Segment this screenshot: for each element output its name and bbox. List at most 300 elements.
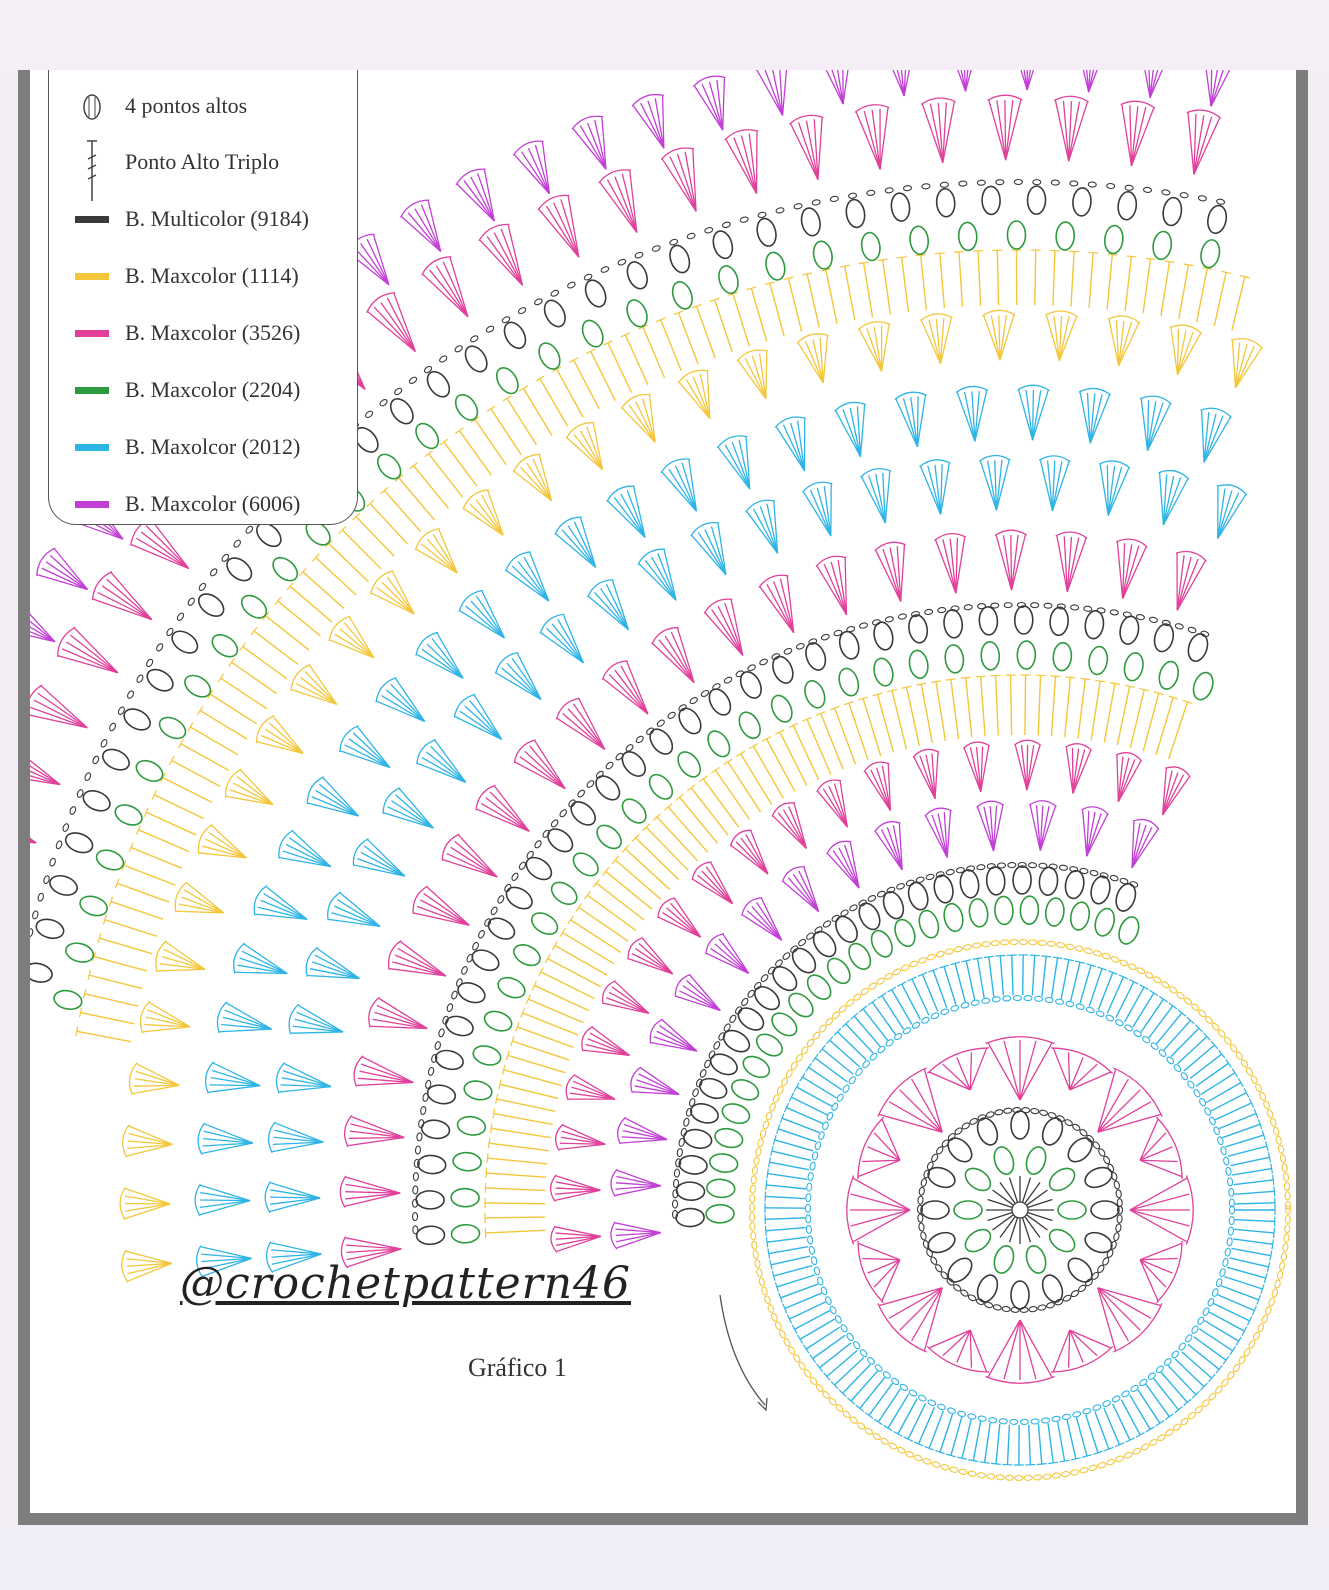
black-popcorn-round-3: [943, 609, 964, 639]
yellow-chain-round: [1061, 1471, 1070, 1477]
blue-stitch-round: [765, 1191, 766, 1201]
black-popcorn-round-3: [1152, 622, 1176, 654]
blue-chain-round: [1086, 1006, 1095, 1013]
pink-fan-round-3: [1011, 535, 1012, 590]
yellow-chain-round: [853, 993, 862, 1002]
black-chain-round: [1054, 1298, 1063, 1306]
pink-fan-round-3: [901, 545, 905, 602]
black-chain-round-4: [1107, 183, 1115, 189]
black-popcorn-round-2: [678, 1154, 708, 1176]
black-popcorn-round-3: [802, 640, 829, 673]
green-popcorn-round-2: [1115, 914, 1142, 947]
blue-stitch-round: [1130, 1395, 1150, 1429]
yellow-chain-round: [1052, 1473, 1061, 1479]
blue-stitch-round: [978, 959, 985, 998]
black-popcorn-round-4: [143, 665, 176, 695]
yellow-stitch-round-2: [770, 283, 784, 336]
pink-fan-round-inner: [1140, 1133, 1166, 1160]
black-chain-round-3: [472, 942, 480, 951]
yellow-stitch-round: [762, 736, 771, 741]
blue-stitch-round: [1168, 1366, 1196, 1395]
yellow-chain-round: [1066, 944, 1075, 950]
black-chain-round: [986, 1111, 995, 1118]
yellow-chain-round: [1229, 1043, 1238, 1052]
yellow-chain-round: [982, 941, 991, 947]
black-popcorn-round-2: [986, 866, 1006, 895]
blue-stitch-round: [819, 1045, 825, 1053]
yellow-stitch-round: [596, 883, 644, 920]
blue-chain-round: [1092, 1404, 1101, 1412]
yellow-chain-round: [954, 946, 963, 953]
blue-stitch-round: [1165, 1414, 1173, 1420]
yellow-fan-round: [187, 883, 224, 913]
blue-fan-round-2: [427, 644, 463, 679]
blue-chain-round: [806, 1215, 811, 1223]
yellow-chain-round: [1223, 1036, 1232, 1045]
blue-fan-round: [885, 471, 890, 523]
black-chain-round-4: [32, 910, 39, 919]
green-popcorn-round-4: [860, 231, 882, 261]
purple-fan-round-2: [820, 70, 843, 104]
pink-fan-round-inner: [874, 1260, 900, 1287]
yellow-stitch-round: [489, 1138, 490, 1148]
yellow-stitch-round: [1038, 675, 1040, 735]
pink-fan-round: [1004, 1320, 1020, 1379]
yellow-chain-round: [770, 1313, 778, 1322]
blue-fan-round-2: [254, 886, 267, 916]
yellow-stitch-round: [966, 678, 972, 738]
black-chain-round-4: [408, 376, 417, 385]
blue-stitch-round: [1199, 1329, 1232, 1351]
yellow-chain-round: [842, 1410, 851, 1419]
yellow-fan-round: [1231, 339, 1263, 349]
black-chain-round-4: [92, 755, 100, 764]
blue-fan-round: [558, 619, 584, 663]
black-chain-round-4: [126, 690, 134, 699]
blue-stitch-round: [1235, 1220, 1275, 1222]
black-chain-round-4: [794, 203, 803, 210]
yellow-stitch-round: [552, 941, 557, 950]
black-chain-round-4: [534, 298, 543, 306]
yellow-chain-round: [1005, 1475, 1013, 1480]
yellow-stitch-round: [606, 871, 652, 909]
black-popcorn-round-4: [461, 342, 491, 375]
black-popcorn-round-3: [1118, 615, 1141, 646]
blue-chain-round: [1225, 1248, 1231, 1257]
purple-fan-round: [679, 991, 720, 1011]
blue-stitch-round: [1209, 1312, 1244, 1331]
yellow-chain-round: [1274, 1280, 1281, 1289]
yellow-fan-round: [422, 544, 457, 573]
color-swatch: [75, 501, 109, 508]
purple-fan-round: [788, 878, 818, 912]
blue-chain-round: [947, 1407, 956, 1414]
center-stitch: [1009, 1218, 1017, 1243]
green-popcorn-round-2: [867, 927, 896, 960]
blue-fan-round-2: [200, 1193, 250, 1201]
blue-chain-round: [978, 1415, 987, 1421]
blue-chain-round: [846, 1332, 855, 1341]
black-chain-round-4: [848, 193, 857, 199]
blue-stitch-round: [933, 970, 947, 1008]
black-popcorn-round: [1011, 1281, 1029, 1309]
blue-chain-round: [813, 1266, 820, 1275]
black-chain-round-2: [734, 1006, 743, 1015]
center-stitch: [1028, 1212, 1053, 1220]
blue-fan-round-2: [1202, 410, 1204, 462]
yellow-fan-round: [574, 434, 603, 469]
blue-chain-round: [1072, 1411, 1081, 1418]
pink-fan-round-2: [1073, 750, 1085, 794]
green-popcorn-round-2: [942, 902, 966, 933]
black-chain-round: [984, 1301, 993, 1308]
blue-fan-round-2: [195, 1184, 200, 1216]
black-chain-round: [919, 1187, 925, 1196]
blue-fan-round: [754, 509, 778, 553]
pink-fan-round-3: [1012, 535, 1026, 590]
blue-fan-round: [804, 492, 831, 536]
yellow-stitch-round-2: [591, 351, 616, 400]
blue-stitch-round: [1146, 1384, 1169, 1416]
blue-stitch-round: [1272, 1239, 1273, 1249]
black-chain-round-2: [1090, 870, 1099, 877]
blue-chain-round: [918, 1394, 927, 1402]
yellow-chain-round: [750, 1194, 755, 1202]
blue-fan-round: [270, 1183, 320, 1198]
blue-stitch-round: [887, 987, 896, 992]
green-popcorn-round-4: [94, 847, 127, 874]
purple-fan-round: [799, 871, 819, 912]
blue-fan-round: [384, 813, 434, 828]
black-chain-round-3: [846, 626, 855, 633]
yellow-stitch-round-2: [1107, 254, 1112, 309]
yellow-stitch-round: [1065, 677, 1075, 678]
blue-stitch-round: [1076, 1417, 1087, 1456]
black-popcorn-round-4: [890, 192, 911, 222]
blue-fan-round-2: [725, 445, 749, 489]
yellow-fan-round: [175, 882, 187, 913]
blue-fan-round: [391, 801, 433, 828]
black-chain-round-3: [477, 930, 485, 939]
black-popcorn-round: [1082, 1229, 1115, 1256]
yellow-fan-round: [867, 328, 882, 371]
black-popcorn-round-2: [788, 944, 820, 977]
yellow-stitch-round: [563, 933, 614, 964]
blue-stitch-round: [884, 1426, 893, 1431]
pink-fan-round-inner: [874, 1133, 900, 1160]
yellow-chain-round: [1157, 1433, 1166, 1441]
blue-fan-round: [1218, 495, 1246, 539]
black-chain-round-2: [840, 909, 849, 917]
purple-fan-round-2: [723, 78, 725, 130]
blue-stitch-round: [777, 1275, 815, 1287]
yellow-fan-round: [1171, 328, 1177, 375]
pink-fan-round-inner: [862, 1160, 900, 1161]
yellow-stitch-round: [741, 754, 772, 805]
black-chain-round-2: [946, 869, 955, 876]
blue-chain-round: [1227, 1237, 1233, 1246]
blue-stitch-round: [1095, 1412, 1109, 1449]
blue-fan-round-2: [1033, 390, 1049, 440]
blue-chain-round: [937, 1403, 946, 1411]
pink-fan-round-inner: [1070, 1064, 1097, 1090]
blue-stitch-round: [798, 1335, 803, 1344]
purple-fan-round-2: [361, 243, 389, 284]
yellow-chain-round: [1235, 1051, 1244, 1060]
blue-stitch-round: [897, 982, 906, 987]
yellow-stitch-round-2: [1146, 258, 1156, 259]
yellow-stitch-round-2: [503, 396, 511, 401]
black-popcorn-round-3: [769, 653, 797, 686]
black-chain-round-4: [69, 806, 77, 815]
pink-fan-round-inner: [858, 1160, 899, 1176]
yellow-stitch-round-2: [940, 253, 945, 308]
blue-stitch-round: [827, 1350, 857, 1376]
black-chain-round-2: [767, 966, 776, 975]
yellow-fan-round: [134, 1085, 180, 1086]
blue-stitch-round: [1125, 987, 1144, 1022]
blue-fan-round: [1218, 491, 1232, 539]
black-chain-round-4: [758, 211, 767, 218]
black-chain-round-4: [1088, 182, 1096, 188]
blue-chain-round: [1133, 1029, 1142, 1038]
pink-fan-round-4: [374, 307, 415, 351]
blue-chain-round: [1228, 1227, 1234, 1235]
yellow-stitch-round: [753, 746, 783, 798]
blue-stitch-round: [1029, 1425, 1031, 1465]
green-popcorn-round-2: [1044, 897, 1065, 927]
pink-fan-round-inner: [862, 1259, 900, 1260]
black-chain-round-3: [964, 604, 972, 610]
yellow-fan-round: [125, 1204, 170, 1219]
pink-fan-round: [1020, 1320, 1036, 1379]
blue-stitch-round: [816, 1364, 822, 1372]
blue-chain-round: [992, 996, 1001, 1002]
yellow-stitch-round: [711, 767, 719, 773]
blue-fan-round: [284, 1064, 331, 1087]
yellow-fan-round: [427, 539, 457, 573]
yellow-stitch-round-2: [1035, 250, 1036, 305]
blue-fan-round-2: [391, 684, 425, 721]
pink-fan-round-3: [392, 962, 446, 976]
black-chain-round-2: [797, 938, 806, 947]
yellow-chain-round: [1245, 1067, 1253, 1076]
blue-fan-round-2: [1148, 403, 1164, 451]
black-chain-round: [1048, 1112, 1057, 1119]
purple-fan-round: [839, 848, 859, 888]
black-popcorn-round-3: [416, 1191, 444, 1209]
purple-fan-round-2: [55, 549, 88, 590]
green-popcorn-round: [991, 1243, 1017, 1275]
yellow-chain-round: [1273, 1127, 1280, 1136]
blue-chain-round: [826, 1111, 834, 1120]
yellow-fan-round: [237, 777, 273, 805]
black-chain-round-4: [922, 183, 930, 189]
blue-stitch-round: [859, 1006, 867, 1012]
blue-fan-round: [470, 701, 502, 740]
green-popcorn-round-4: [579, 317, 607, 350]
blue-chain-round: [840, 1324, 849, 1333]
blue-stitch-round: [1188, 1344, 1219, 1369]
black-chain-round: [1030, 1108, 1039, 1114]
pink-fan-round: [1020, 1041, 1036, 1100]
pink-fan-round-4: [1188, 113, 1194, 175]
pink-fan-round-inner: [970, 1052, 971, 1090]
green-popcorn-round-4: [64, 940, 96, 965]
yellow-stitch-round-2: [661, 320, 682, 371]
yellow-stitch-round: [512, 1041, 569, 1060]
black-popcorn-round-3: [1015, 606, 1033, 634]
blue-stitch-round: [860, 1377, 885, 1408]
black-chain-round: [1106, 1249, 1114, 1258]
green-popcorn-round-4: [492, 364, 522, 397]
blue-stitch-round: [1067, 1420, 1076, 1459]
green-popcorn-round-2: [1068, 901, 1091, 932]
yellow-chain-round: [1097, 1462, 1106, 1469]
green-popcorn-round-3: [548, 878, 581, 909]
yellow-chain-round: [905, 1450, 914, 1458]
yellow-stitch-round: [892, 691, 906, 749]
blue-chain-round: [808, 1172, 814, 1181]
black-chain-round: [1046, 1302, 1055, 1309]
blue-stitch-round: [874, 1419, 882, 1425]
blue-stitch-round: [778, 1129, 816, 1142]
blue-stitch-round: [854, 1016, 880, 1046]
yellow-stitch-round: [491, 1123, 493, 1133]
black-chain-round-4: [43, 875, 50, 884]
pink-fan-round: [988, 1320, 1020, 1377]
blue-chain-round: [1166, 1056, 1175, 1065]
yellow-chain-round: [922, 1458, 931, 1465]
yellow-stitch-round-2: [536, 376, 545, 381]
blue-fan-round: [265, 1182, 270, 1213]
blue-stitch-round: [765, 1196, 805, 1198]
yellow-stitch-round-2: [715, 300, 732, 352]
black-chain-round-4: [84, 772, 92, 781]
direction-arrow: [720, 1295, 765, 1405]
yellow-stitch-round: [668, 807, 707, 852]
pink-fan-round-4: [539, 210, 579, 258]
yellow-stitch-round: [568, 916, 573, 924]
blue-fan-round: [1160, 473, 1164, 525]
pink-fan-round-4: [1005, 100, 1006, 160]
pink-fan-round-inner: [1140, 1259, 1178, 1260]
yellow-stitch-round-2: [1143, 259, 1150, 313]
black-chain-round-3: [783, 647, 792, 655]
black-popcorn-round-2: [905, 880, 931, 912]
yellow-chain-round: [868, 982, 877, 991]
yellow-chain-round: [1271, 1288, 1278, 1297]
blue-chain-round: [852, 1341, 861, 1350]
yellow-chain-round: [1283, 1173, 1289, 1182]
black-chain-round-4: [652, 245, 661, 253]
yellow-stitch-round: [687, 785, 695, 791]
green-popcorn-round-4: [411, 419, 442, 452]
black-chain-round-2: [1028, 863, 1036, 868]
black-chain-round: [920, 1231, 927, 1240]
purple-fan-round: [626, 1118, 667, 1139]
black-popcorn-round-4: [30, 961, 54, 985]
blue-fan-round: [746, 500, 775, 512]
blue-stitch-round: [822, 1049, 853, 1074]
blue-stitch-round: [1271, 1164, 1273, 1174]
yellow-chain-round: [1115, 1455, 1124, 1463]
black-chain-round: [1056, 1115, 1065, 1123]
yellow-chain-round: [783, 1338, 791, 1347]
yellow-chain-round: [749, 1213, 754, 1221]
pink-fan-round-3: [759, 575, 788, 587]
yellow-stitch-round: [487, 1153, 488, 1163]
blue-stitch-round: [1178, 1037, 1207, 1064]
green-popcorn-round-3: [618, 795, 650, 828]
yellow-chain-round: [1282, 1243, 1288, 1252]
yellow-chain-round: [1047, 941, 1056, 947]
pink-fan-round-2: [575, 1075, 615, 1099]
blue-fan-round-2: [234, 943, 245, 973]
green-popcorn-round-3: [462, 1079, 493, 1103]
black-chain-round-3: [518, 861, 527, 870]
purple-fan-round-2: [471, 177, 494, 221]
blue-stitch-round: [940, 1414, 953, 1452]
yellow-stitch-round: [1143, 693, 1159, 751]
yellow-stitch-round: [775, 730, 784, 734]
black-popcorn-round: [974, 1272, 1001, 1305]
blue-fan-round-2: [244, 944, 287, 973]
black-chain-round-3: [951, 606, 959, 612]
blue-chain-round: [1155, 1365, 1164, 1374]
blue-stitch-round: [1235, 1203, 1275, 1204]
yellow-stitch-round-2: [902, 257, 909, 312]
yellow-chain-round: [972, 942, 981, 948]
yellow-chain-round: [776, 1086, 784, 1095]
black-chain-round-2: [677, 1148, 683, 1157]
blue-stitch-round: [1242, 1327, 1247, 1336]
black-chain-round-4: [30, 928, 34, 937]
blue-stitch-round: [1227, 1267, 1266, 1278]
black-chain-round-3: [771, 653, 780, 661]
green-popcorn-round: [1058, 1201, 1086, 1219]
pink-fan-round-4: [599, 170, 631, 183]
black-chain-round-4: [617, 258, 626, 266]
yellow-stitch-round-2: [89, 975, 142, 988]
yellow-stitch-round-2: [146, 812, 196, 835]
yellow-stitch-round-2: [1089, 253, 1093, 308]
blue-stitch-round: [1196, 1063, 1229, 1086]
purple-fan-round: [875, 822, 901, 832]
blue-stitch-round: [878, 993, 886, 998]
yellow-chain-round: [1270, 1118, 1277, 1127]
yellow-fan-round: [310, 666, 337, 705]
yellow-fan-round: [125, 1204, 170, 1211]
blue-fan-round: [395, 795, 433, 828]
blue-stitch-round: [1053, 957, 1063, 958]
blue-stitch-round: [770, 1162, 809, 1169]
blue-chain-round: [1229, 1216, 1234, 1224]
black-chain-round-3: [438, 1028, 445, 1037]
yellow-chain-round: [1268, 1297, 1275, 1306]
black-chain-round: [960, 1289, 969, 1298]
black-chain-round-4: [245, 525, 254, 534]
yellow-chain-round: [749, 1204, 754, 1212]
black-chain-round-4: [669, 238, 678, 245]
yellow-stitch-round-2: [897, 257, 907, 258]
black-chain-round-2: [916, 876, 925, 883]
black-chain-round-3: [991, 603, 999, 608]
pink-fan-round: [853, 1178, 910, 1210]
pink-fan-round-2: [1015, 745, 1027, 790]
yellow-chain-round: [780, 1077, 788, 1086]
blue-chain-round: [1198, 1098, 1206, 1107]
